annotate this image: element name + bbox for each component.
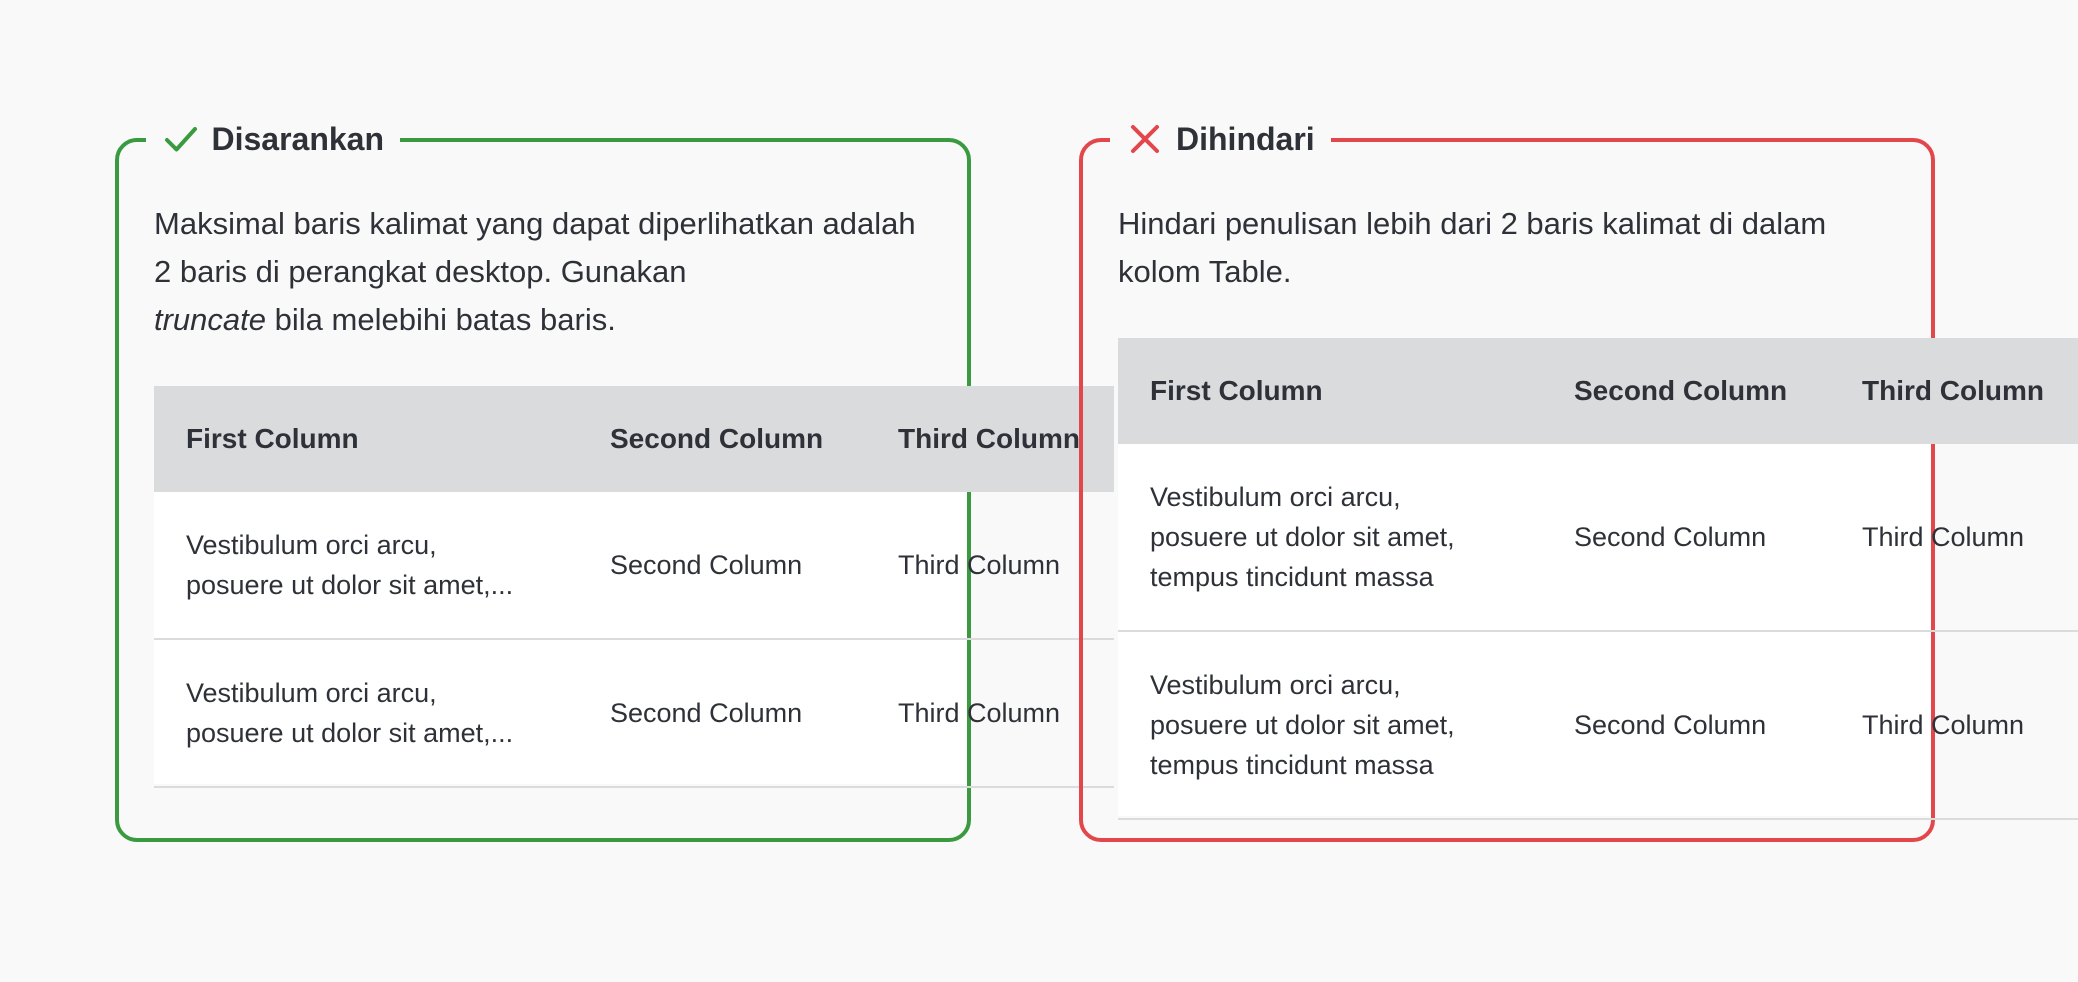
cell-text-line-truncated: posuere ut dolor sit amet,...	[186, 570, 514, 600]
column-header-second[interactable]: Second Column	[1542, 338, 1830, 444]
cell-text-line: posuere ut dolor sit amet,	[1150, 522, 1455, 552]
table-cell-second: Second Column	[1542, 444, 1830, 631]
cell-text-line: tempus tincidunt massa	[1150, 750, 1434, 780]
column-header-first[interactable]: First Column	[154, 386, 578, 492]
cell-text-line: Vestibulum orci arcu,	[186, 530, 437, 560]
table-cell-first	[154, 639, 578, 787]
table-cell-third: Third Column	[1830, 631, 2078, 819]
recommended-title: Disarankan	[211, 120, 384, 157]
recommended-description-emphasis: truncate	[154, 302, 267, 337]
table-cell-first	[1118, 444, 1542, 631]
recommended-description	[154, 200, 934, 344]
cell-text-line: Vestibulum orci arcu,	[1150, 482, 1401, 512]
recommended-description-text-end: bila melebihi batas baris.	[274, 302, 616, 337]
column-header-third[interactable]: Third Column	[1830, 338, 2078, 444]
table-row[interactable]	[1118, 444, 2078, 631]
recommended-description-text: Maksimal baris kalimat yang dapat diperlihatkan adalah 2 baris di perangkat desktop. Gunakan	[154, 206, 916, 289]
table-cell-second: Second Column	[578, 492, 866, 639]
table-cell-first	[154, 492, 578, 639]
cell-text-line: tempus tincidunt massa	[1150, 562, 1434, 592]
table-cell-second: Second Column	[1542, 631, 1830, 819]
table-cell-first	[1118, 631, 1542, 819]
cell-text-line: Vestibulum orci arcu,	[1150, 670, 1401, 700]
close-icon	[1126, 120, 1164, 158]
cell-text-line: posuere ut dolor sit amet,	[1150, 710, 1455, 740]
table-row[interactable]	[154, 639, 1114, 787]
avoid-table	[1118, 338, 2044, 816]
table-cell-third: Third Column	[1830, 444, 2078, 631]
avoid-description: Hindari penulisan lebih dari 2 baris kalimat di dalam kolom Table.	[1118, 206, 1827, 289]
table-row[interactable]	[154, 492, 1114, 639]
avoid-title: Dihindari	[1176, 120, 1315, 157]
column-header-third[interactable]: Third Column	[866, 386, 1114, 492]
table-header-row	[154, 386, 1114, 492]
table-row[interactable]	[1118, 631, 2078, 819]
column-header-first[interactable]: First Column	[1118, 338, 1542, 444]
column-header-second[interactable]: Second Column	[578, 386, 866, 492]
table-cell-second: Second Column	[578, 639, 866, 787]
table-cell-third: Third Column	[866, 639, 1114, 787]
table-header-row	[1118, 338, 2078, 444]
avoid-legend	[1110, 116, 1331, 162]
table-cell-third: Third Column	[866, 492, 1114, 639]
recommended-table	[154, 386, 1080, 784]
cell-text-line-truncated: posuere ut dolor sit amet,...	[186, 718, 514, 748]
recommended-legend	[146, 116, 400, 162]
cell-text-line: Vestibulum orci arcu,	[186, 678, 437, 708]
check-icon	[162, 120, 199, 158]
